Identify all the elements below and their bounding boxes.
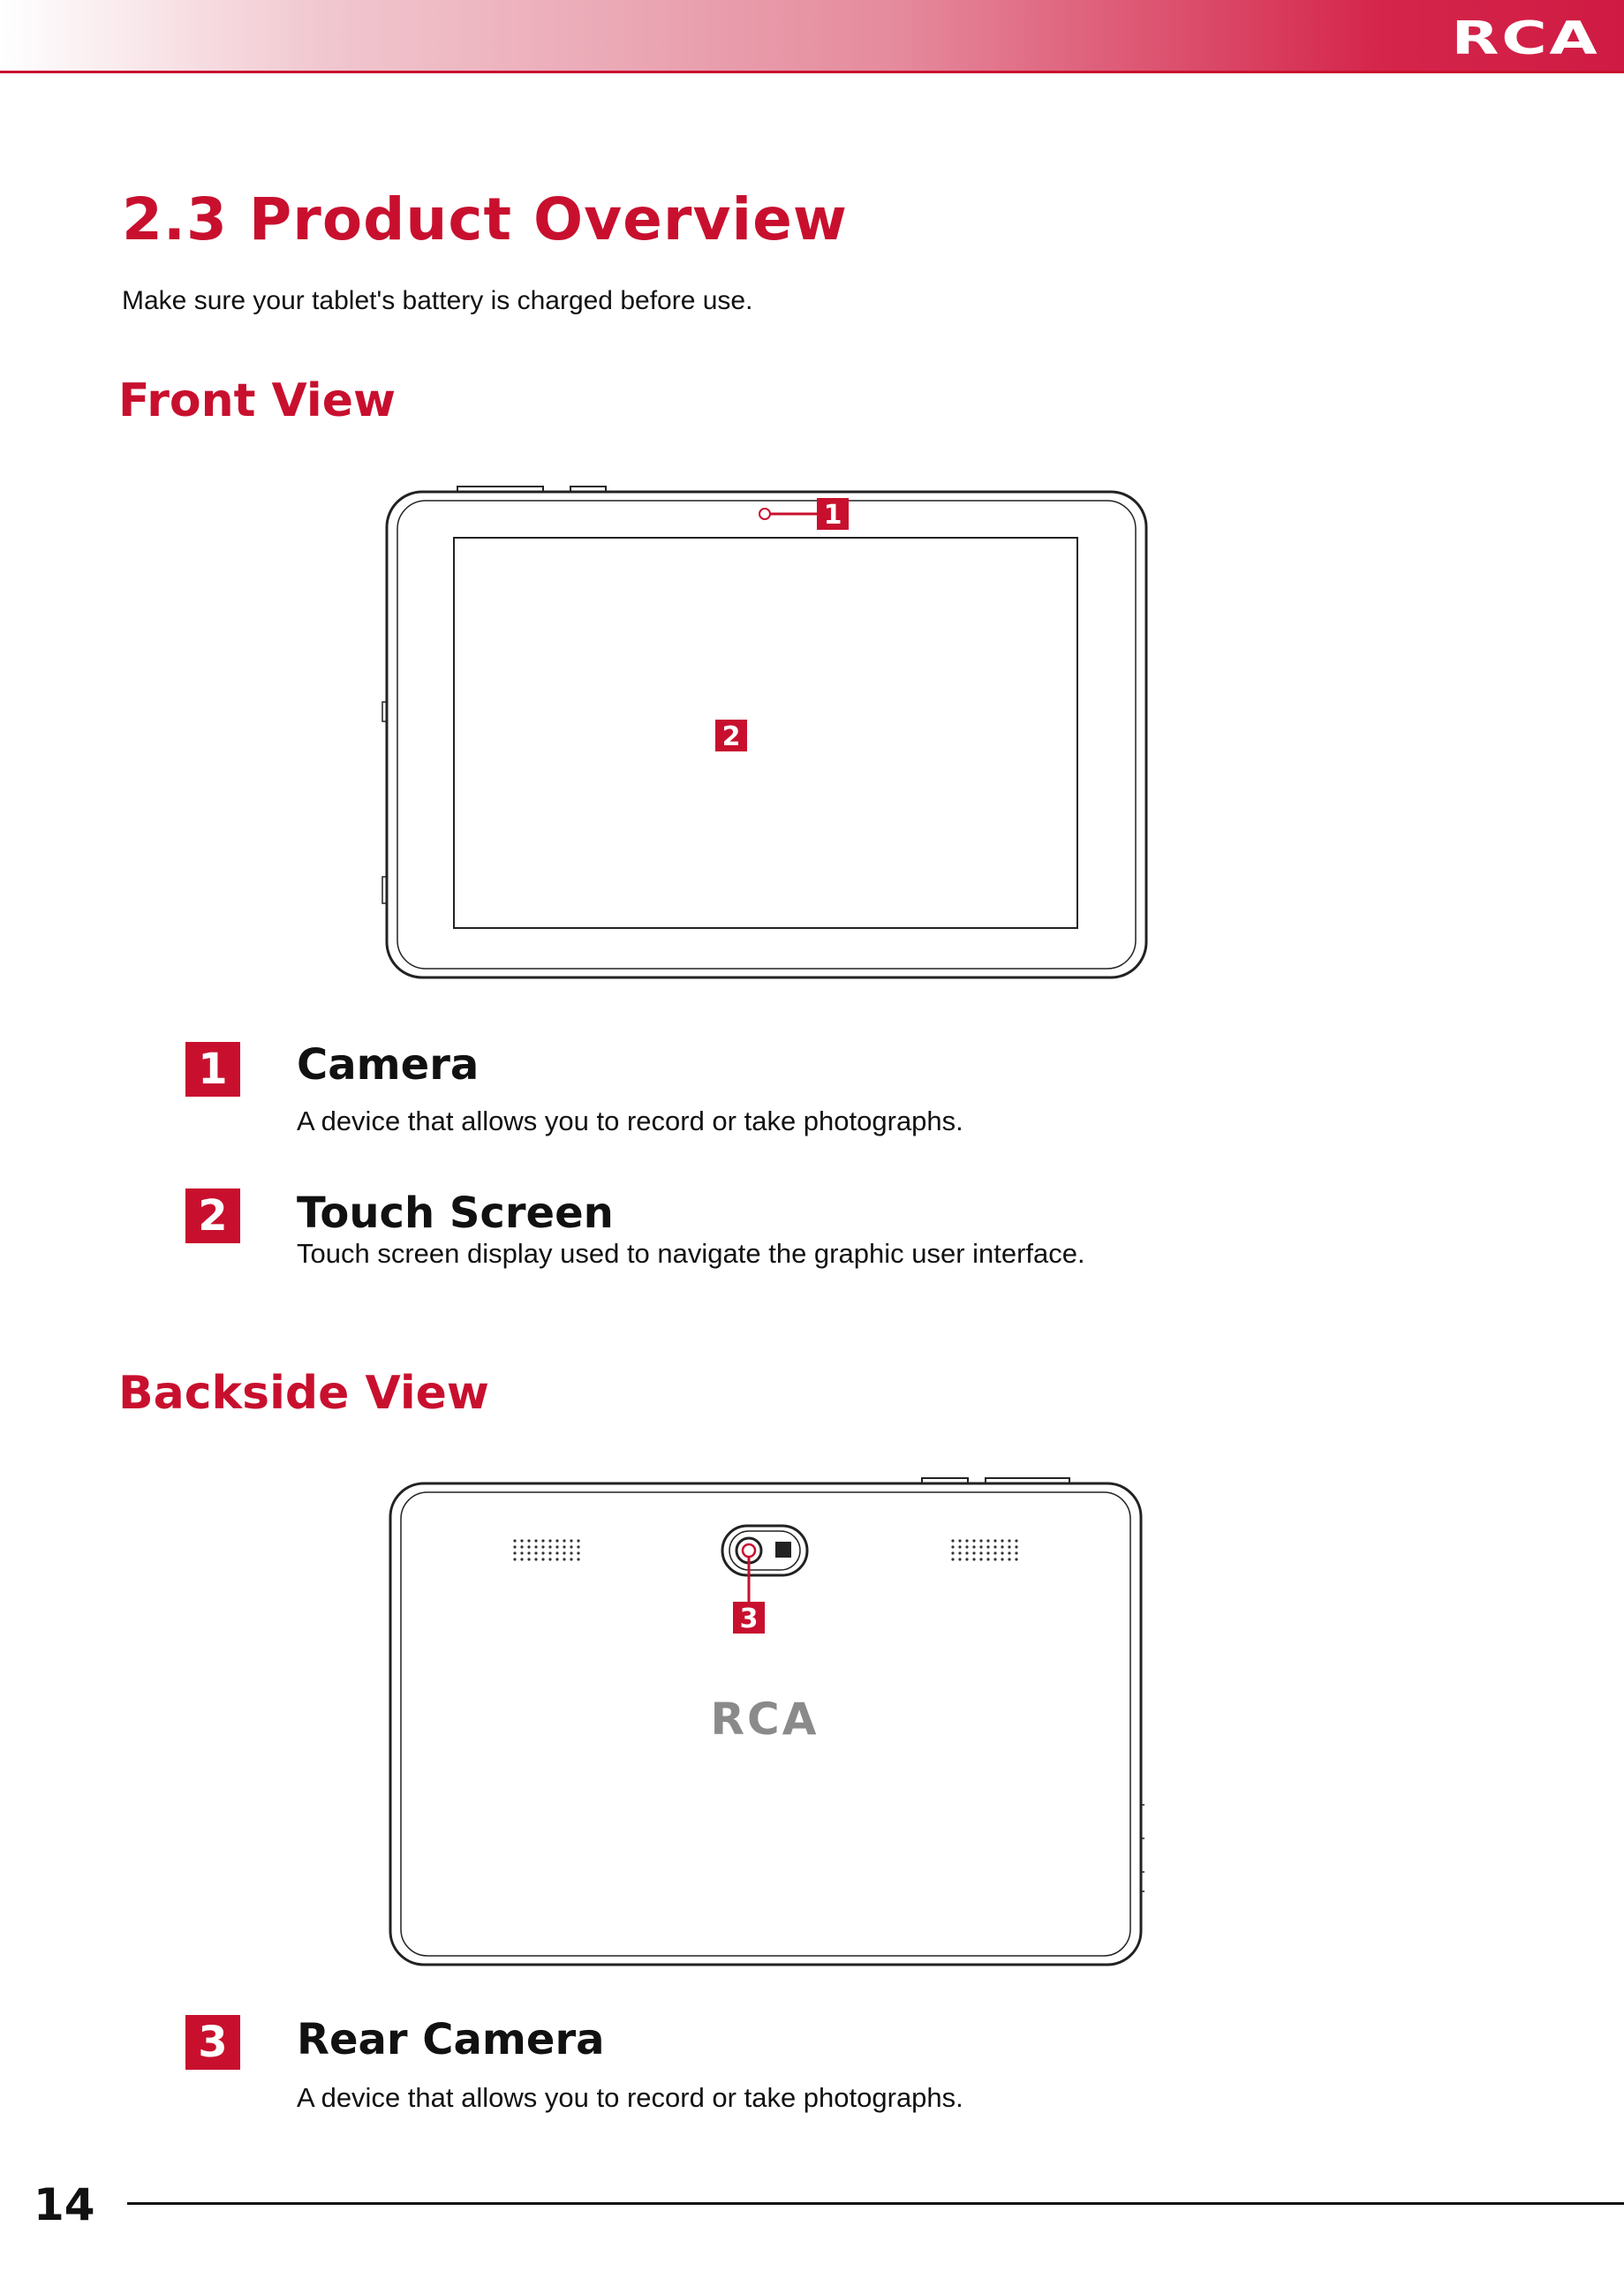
page-title: 2.3 Product Overview — [122, 185, 848, 253]
rear-camera-lens — [743, 1544, 755, 1557]
left-speaker-grille — [510, 1538, 581, 1563]
header-divider — [0, 71, 1624, 73]
tablet-front-illustration — [380, 481, 1157, 985]
front-camera-lens — [759, 509, 770, 519]
item-3-title: Rear Camera — [297, 2015, 605, 2064]
rear-camera-module — [722, 1526, 807, 1575]
tablet-back-illustration — [385, 1476, 1144, 1971]
right-speaker-grille — [950, 1538, 1021, 1563]
item-3-description: A device that allows you to record or take photographs. — [297, 2082, 963, 2113]
item-3-badge: 3 — [185, 2015, 240, 2070]
item-2-title: Touch Screen — [297, 1189, 614, 1238]
item-1-title: Camera — [297, 1040, 480, 1090]
item-2-description: Touch screen display used to navigate the graphic user interface. — [297, 1238, 1085, 1269]
callout-3-label: 3 — [739, 1604, 759, 1634]
item-1-badge: 1 — [185, 1042, 240, 1097]
brand-logo: RCA — [1450, 12, 1599, 65]
callout-2-label: 2 — [721, 721, 741, 752]
backside-view-heading: Backside View — [118, 1367, 489, 1420]
flash-icon — [775, 1542, 791, 1558]
header-bar — [0, 0, 1624, 71]
callout-1-label: 1 — [823, 500, 842, 531]
back-rca-logo: RCA — [710, 1694, 820, 1745]
front-view-heading: Front View — [118, 374, 397, 427]
intro-text: Make sure your tablet's battery is charged before use. — [122, 286, 753, 315]
footer-rule — [127, 2202, 1624, 2205]
item-2-badge: 2 — [185, 1189, 240, 1243]
item-1-description: A device that allows you to record or take photographs. — [297, 1106, 963, 1136]
page-number: 14 — [34, 2179, 95, 2230]
